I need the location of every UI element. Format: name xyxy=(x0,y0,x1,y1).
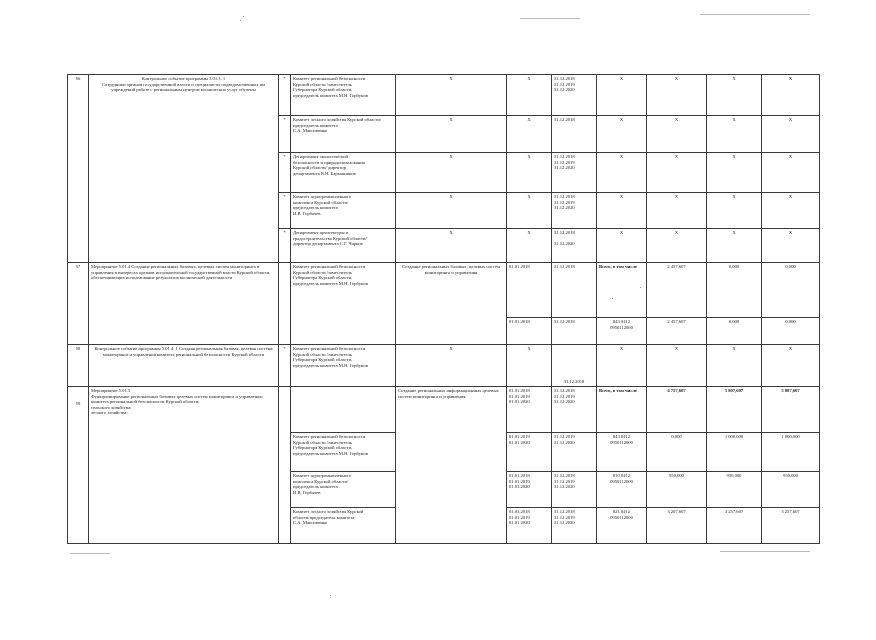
start-cell: X xyxy=(507,153,552,193)
end-date-cell: 31.12.2018 31.12.2019 31.12.2020 xyxy=(552,508,597,544)
value-cell: 0,000 xyxy=(762,318,820,345)
start-date-cell: 01.01.2018 01.01.2019 01.01.2020 xyxy=(507,508,552,544)
start-cell: X xyxy=(507,229,552,263)
scan-line xyxy=(520,18,580,19)
end-date-cell: 31.12.2018 xyxy=(552,263,597,318)
mark-cell: * xyxy=(279,229,291,263)
mark-cell xyxy=(279,263,291,345)
value-cell: 3 207,607 xyxy=(647,508,707,544)
value-cell: 1 000,000 xyxy=(762,433,820,472)
start-cell: X xyxy=(396,116,507,153)
value-cell: X xyxy=(762,345,820,387)
end-date-cell: 31.12.2018 31.12.2020 xyxy=(552,229,597,263)
start-cell: X xyxy=(507,75,552,116)
value-cell: 0,000 xyxy=(707,263,762,318)
value-cell: 950,000 xyxy=(647,472,707,508)
program-table xyxy=(67,74,820,544)
value-cell: X xyxy=(762,193,820,229)
value-cell: X xyxy=(762,75,820,116)
value-cell: X xyxy=(597,116,647,153)
value-cell: X xyxy=(762,229,820,263)
executor-cell: Комитет региональной безопасности Курской области /заместитель Губернатора Курской области, председатель комитета М.Н. Горбунов xyxy=(291,263,396,345)
row-number: 59 xyxy=(68,387,89,544)
end-date-cell: 31.12.2018 31.12.2019 31.12.2020 xyxy=(552,387,597,433)
value-cell: X xyxy=(707,116,762,153)
value-cell: 1 000,000 xyxy=(707,433,762,472)
scan-line xyxy=(720,551,810,552)
value-cell: X xyxy=(647,193,707,229)
value-cell: X xyxy=(707,193,762,229)
start-cell: X xyxy=(396,229,507,263)
value-cell: X xyxy=(597,75,647,116)
start-cell: X xyxy=(396,193,507,229)
value-cell: 3 257,607 xyxy=(762,508,820,544)
end-date-cell: 31.12.2019 31.12.2020 xyxy=(552,433,597,472)
value-cell: X xyxy=(707,153,762,193)
start-cell: X xyxy=(396,345,507,387)
executor-cell: Комитет агропромышленного комплекса Курской области/ председатель комитета И.В. Горбачев xyxy=(291,472,396,508)
executor-cell: Комитет региональной безопасности Курской области /заместитель Губернатора Курской области, председатель комитета М.Н. Горбунов xyxy=(291,75,396,116)
scan-dot xyxy=(243,16,244,17)
table-row xyxy=(68,263,820,318)
mark-cell: * xyxy=(279,193,291,229)
end-date-cell: 31.12.2018 xyxy=(552,116,597,153)
end-date-cell: 31.12.2018 31.12.2019 31.12.2020 xyxy=(552,193,597,229)
scan-dot xyxy=(330,595,331,596)
code-cell: Всего, в том числе xyxy=(597,263,647,318)
value-cell: X xyxy=(762,116,820,153)
code-cell: 810 0412 0950112000 xyxy=(597,472,647,508)
start-cell: X xyxy=(507,345,552,387)
value-cell: 4 757,607 xyxy=(647,387,707,433)
executor-cell: Департамент экологической безопасности и природопользования Курской области/ директор департамента В.Н. Барышников xyxy=(291,153,396,193)
value-cell: X xyxy=(647,153,707,193)
executor-cell xyxy=(291,387,396,433)
mark-cell xyxy=(279,387,291,544)
code-cell: 821 0412 0950112000 xyxy=(597,508,647,544)
value-cell: X xyxy=(597,193,647,229)
value-cell: X xyxy=(707,75,762,116)
event-description: Мероприятие 5.01.4 Создание региональных базовых, целевых систем мониторинга и управления в интересах органов исполнительной государственной власти Курской области, обеспечивающих использование результатов космической деятельности xyxy=(89,263,279,345)
value-cell: X xyxy=(647,345,707,387)
row-number: 56 xyxy=(68,75,89,263)
value-cell: 0,000 xyxy=(762,263,820,318)
executor-cell: Комитет агропромышленного комплекса Курской области/ председатель комитета И.В. Горбачев xyxy=(291,193,396,229)
executor-cell: Департамент архитектуры и градостроительства Курской области/ директор департамента С.Г. Чирков xyxy=(291,229,396,263)
executor-cell: Комитет региональной безопасности Курской области /заместитель Губернатора Курской области, председатель комитета М.Н. Горбунов xyxy=(291,345,396,387)
value-cell: 2 457,607 xyxy=(647,263,707,318)
scan-line xyxy=(700,14,810,15)
value-cell: X xyxy=(762,153,820,193)
value-cell: X xyxy=(647,75,707,116)
executor-cell: Комитет лесного хозяйства Курской области/председатель комитета С.А. Максименко xyxy=(291,508,396,544)
value-cell: X xyxy=(707,345,762,387)
value-cell: 950,000 xyxy=(762,472,820,508)
end-date-cell: 31.12.2018 31.12.2019 31.12.2020 xyxy=(552,75,597,116)
event-description: Контрольное событие программы 5.01.4. 1 Создана региональная базовая, целевая система мониторинга и управления комитета региональной безопасности Курской области xyxy=(89,345,279,387)
value-cell: X xyxy=(647,229,707,263)
value-cell: X xyxy=(647,116,707,153)
start-date-cell: 01.01.2019 01.01.2020 xyxy=(507,433,552,472)
value-cell: X xyxy=(597,153,647,193)
end-date-cell: 31.12.2018 31.12.2019 31.12.2020 xyxy=(552,153,597,193)
executor-cell: Комитет региональной безопасности Курской области /заместитель Губернатора Курской области, председатель комитета М.Н. Горбунов xyxy=(291,433,396,472)
mark-cell: * xyxy=(279,153,291,193)
start-date-cell: 01.01.2018 xyxy=(507,263,552,318)
start-date-cell: 01.01.2018 01.01.2019 01.01.2020 xyxy=(507,472,552,508)
code-cell: 843 0412 0950112000 xyxy=(597,433,647,472)
scan-dot xyxy=(240,20,241,21)
start-cell: X xyxy=(507,193,552,229)
value-cell: X xyxy=(707,229,762,263)
result-cell: Создание региональных базовых, целевых систем мониторинга и управления xyxy=(396,263,507,345)
mark-cell: * xyxy=(279,116,291,153)
table-row xyxy=(68,75,820,116)
start-date-cell: 01.01.2018 01.01.2019 01.01.2020 xyxy=(507,387,552,433)
value-cell: X xyxy=(597,345,647,387)
end-date-cell: 31.12.2018 xyxy=(552,345,597,387)
start-date-cell: 01.01.2018 xyxy=(507,318,552,345)
scan-line xyxy=(70,553,110,554)
start-cell: X xyxy=(507,116,552,153)
value-cell: 5 807,607 xyxy=(762,387,820,433)
value-cell: 0,000 xyxy=(707,318,762,345)
event-description: Мероприятие 5.01.5 Функционирование региональных базовых целевых систем мониторинга и управления: комитета региональной безопасности Курской области; сельского хозяйства; лесного хозяйства; xyxy=(89,387,279,544)
table-row xyxy=(68,345,820,387)
row-number: 58 xyxy=(68,345,89,387)
start-cell: X xyxy=(396,153,507,193)
value-cell: 950,000 xyxy=(707,472,762,508)
mark-cell: * xyxy=(279,345,291,387)
value-cell: X xyxy=(597,229,647,263)
end-date-cell: 31.12.2018 xyxy=(552,318,597,345)
executor-cell: Комитет лесного хозяйства Курской области/председатель комитета С.А. Максименко xyxy=(291,116,396,153)
row-number: 57 xyxy=(68,263,89,345)
event-description: Контрольное событие программы 5.01.3. 1 Сотрудники органов государственной власти и специалисты подведомственных им учреждений работе с региональным центром космических услуг обучены xyxy=(89,75,279,263)
start-cell: X xyxy=(396,75,507,116)
value-cell: 2 457,607 xyxy=(647,318,707,345)
mark-cell: * xyxy=(279,75,291,116)
code-cell: Всего, в том числе xyxy=(597,387,647,433)
end-date-cell: 31.12.2018 31.12.2019 31.12.2020 xyxy=(552,472,597,508)
result-cell: Создание региональных информационных целевых систем мониторинга и управления xyxy=(396,387,507,544)
code-cell: 843 0412 0950112000 xyxy=(597,318,647,345)
value-cell: 5 807,607 xyxy=(707,387,762,433)
value-cell: 3 257,607 xyxy=(707,508,762,544)
table-row xyxy=(68,387,820,433)
value-cell: 0,000 xyxy=(647,433,707,472)
